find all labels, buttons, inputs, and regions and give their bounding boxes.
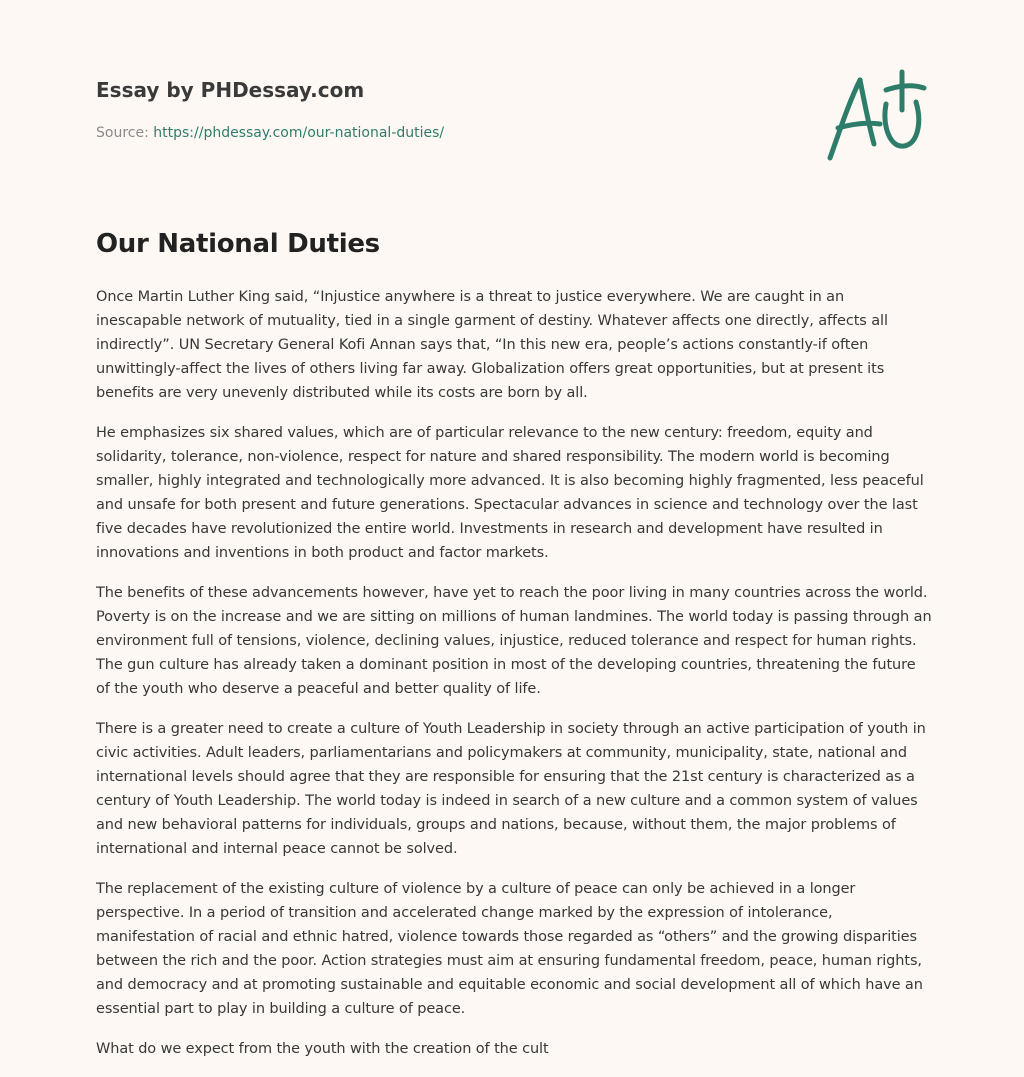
essay-paragraph: The replacement of the existing culture of violence by a culture of peace can only be achieved in a longer perspective. In a period of transition and accelerated change marked by the expression of intolerance, manifestation of racial and ethnic hatred, violence towards those regarded as “others” and the growing disparities between the rich and the poor. Action strategies must aim at ensuring fundamental freedom, peace, human rights, and democracy and at promoting sustainable and equitable economic and social development all of which have an essential part to play in building a culture of peace.	[96, 881, 923, 1017]
essay-body	[96, 285, 932, 1077]
brand-title: Essay by PHDessay.com	[96, 78, 365, 102]
source-link[interactable]: https://phdessay.com/our-national-duties/	[153, 125, 445, 141]
essay-paragraph: He emphasizes six shared values, which are of particular relevance to the new century: freedom, equity and solidarity, tolerance, non-violence, respect for nature and shared responsibility. The modern world is becoming smaller, highly integrated and technologically more advanced. It is also becoming highly fragmented, less peaceful and unsafe for both present and future generations. Spectacular advances in science and technology over the last five decades have revolutionized the entire world. Investments in research and development have resulted in innovations and inventions in both product and factor markets.	[96, 425, 924, 561]
essay-paragraph: The benefits of these advancements however, have yet to reach the poor living in many countries across the world. Poverty is on the increase and we are sitting on millions of human landmines. The world today is passing through an environment full of tensions, violence, declining values, injustice, reduced tolerance and respect for human rights. The gun culture has already taken a dominant position in most of the developing countries, threatening the future of the youth who deserve a peaceful and better quality of life.	[96, 585, 932, 697]
essay-title: Our National Duties	[96, 229, 380, 259]
source-line	[96, 123, 796, 143]
source-label: Source:	[96, 125, 154, 141]
essay-paragraph: There is a greater need to create a culture of Youth Leadership in society through an active participation of youth in civic activities. Adult leaders, parliamentarians and policymakers at community, municipality, state, national and international levels should agree that they are responsible for ensuring that the 21st century is characterized as a century of Youth Leadership. The world today is indeed in search of a new culture and a common system of values and new behavioral patterns for individuals, groups and nations, because, without them, the major problems of international and internal peace cannot be solved.	[96, 721, 926, 857]
essay-paragraph: Once Martin Luther King said, “Injustice anywhere is a threat to justice everywhere. We are caught in an inescapable network of mutuality, tied in a single garment of destiny. Whatever affects one directly, affects all indirectly”. UN Secretary General Kofi Annan says that, “In this new era, people’s actions constantly-if often unwittingly-affect the lives of others living far away. Globalization offers great opportunities, but at present its benefits are very unevenly distributed while its costs are born by all.	[96, 289, 888, 401]
a-plus-logo-icon	[820, 66, 930, 166]
essay-paragraph: What do we expect from the youth with the creation of the cult	[96, 1041, 549, 1057]
page-header	[96, 76, 796, 143]
